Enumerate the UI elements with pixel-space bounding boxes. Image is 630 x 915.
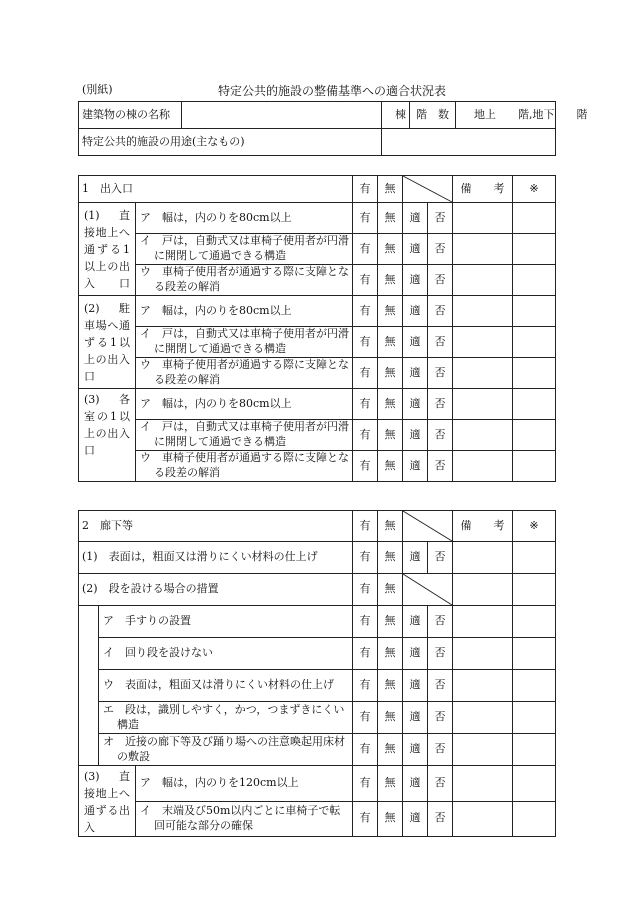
use-label xyxy=(79,129,382,156)
note-cell[interactable] xyxy=(513,327,556,358)
ok-mark[interactable]: 適 xyxy=(403,801,428,837)
no-mark[interactable]: 無 xyxy=(378,358,403,389)
note-cell[interactable] xyxy=(513,702,556,734)
ng-mark[interactable]: 否 xyxy=(428,542,453,574)
note-cell[interactable] xyxy=(513,234,556,265)
step-item-e: エ 段は，識別しやすく，かつ，つまずきにくい構造 xyxy=(99,702,353,734)
header-yes: 有 xyxy=(353,511,378,542)
ng-mark[interactable]: 否 xyxy=(428,420,453,451)
header-remarks: 備 考 xyxy=(453,176,513,203)
no-mark[interactable]: 無 xyxy=(378,606,403,638)
note-cell[interactable] xyxy=(513,542,556,574)
group1-item-i: イ 戸は，自動式又は車椅子使用者が円滑に開閉して通過できる構造 xyxy=(136,234,353,265)
group1-item-u: ウ 車椅子使用者が通過する際に支障となる段差の解消 xyxy=(136,265,353,296)
group2-label: (2) 駐車場へ通ずる1以上の出入口 xyxy=(79,296,136,389)
header-remarks: 備 考 xyxy=(453,511,513,542)
corridor-group3-item-a: ア 幅は，内のりを120cm以上 xyxy=(136,766,353,802)
ng-mark[interactable]: 否 xyxy=(428,358,453,389)
ng-mark[interactable]: 否 xyxy=(428,451,453,482)
step-indent-cell xyxy=(79,606,99,766)
step-item-u: ウ 表面は，粗面又は滑りにくい材料の仕上げ xyxy=(99,670,353,702)
no-mark[interactable]: 無 xyxy=(378,265,403,296)
yes-mark[interactable]: 有 xyxy=(353,574,378,606)
floors-below: 地下 階 xyxy=(532,107,588,121)
step-item-a: ア 手すりの設置 xyxy=(99,606,353,638)
remarks-cell[interactable] xyxy=(453,327,513,358)
ng-mark[interactable]: 否 xyxy=(428,734,453,766)
note-cell[interactable] xyxy=(513,606,556,638)
remarks-cell[interactable] xyxy=(453,766,513,802)
note-cell[interactable] xyxy=(513,265,556,296)
ok-mark[interactable]: 適 xyxy=(403,734,428,766)
no-mark[interactable]: 無 xyxy=(378,420,403,451)
header-note: ※ xyxy=(513,511,556,542)
group3-label: (3) 各室の1以上の出入口 xyxy=(79,389,136,482)
header-note: ※ xyxy=(513,176,556,203)
ok-mark[interactable]: 適 xyxy=(403,702,428,734)
remarks-cell[interactable] xyxy=(453,451,513,482)
no-mark[interactable]: 無 xyxy=(378,296,403,327)
group3-item-i: イ 戸は，自動式又は車椅子使用者が円滑に開閉して通過できる構造 xyxy=(136,420,353,451)
no-mark[interactable]: 無 xyxy=(378,702,403,734)
ng-mark[interactable]: 否 xyxy=(428,234,453,265)
yes-mark[interactable]: 有 xyxy=(353,389,378,420)
note-cell[interactable] xyxy=(513,734,556,766)
no-mark[interactable]: 無 xyxy=(378,734,403,766)
no-mark[interactable]: 無 xyxy=(378,451,403,482)
note-cell[interactable] xyxy=(513,203,556,234)
ng-mark[interactable]: 否 xyxy=(428,265,453,296)
note-cell[interactable] xyxy=(513,451,556,482)
no-mark[interactable]: 無 xyxy=(378,542,403,574)
ok-mark[interactable]: 適 xyxy=(403,638,428,670)
yes-mark[interactable]: 有 xyxy=(353,420,378,451)
step-item-o: オ 近接の廊下等及び踊り場への注意喚起用床材の敷設 xyxy=(99,734,353,766)
ng-mark[interactable]: 否 xyxy=(428,296,453,327)
remarks-cell[interactable] xyxy=(453,420,513,451)
yes-mark[interactable]: 有 xyxy=(353,203,378,234)
remarks-cell[interactable] xyxy=(453,574,513,606)
group3-item-u: ウ 車椅子使用者が通過する際に支障となる段差の解消 xyxy=(136,451,353,482)
remarks-cell[interactable] xyxy=(453,606,513,638)
yes-mark[interactable]: 有 xyxy=(353,358,378,389)
section1-table xyxy=(78,175,556,482)
diagonal-line xyxy=(403,176,452,202)
building-name-label: 建築物の棟の名称 xyxy=(79,102,182,129)
yes-mark[interactable]: 有 xyxy=(353,542,378,574)
ng-mark[interactable]: 否 xyxy=(428,606,453,638)
floors-above: 地上 階, xyxy=(474,107,533,121)
group2-item-i: イ 戸は，自動式又は車椅子使用者が円滑に開閉して通過できる構造 xyxy=(136,327,353,358)
remarks-cell[interactable] xyxy=(453,265,513,296)
diagonal-line xyxy=(403,574,452,605)
no-mark[interactable]: 無 xyxy=(378,389,403,420)
yes-mark[interactable]: 有 xyxy=(353,265,378,296)
remarks-cell[interactable] xyxy=(453,203,513,234)
header-diagonal-cell xyxy=(403,511,453,542)
ng-mark[interactable]: 否 xyxy=(428,638,453,670)
ng-mark[interactable]: 否 xyxy=(428,702,453,734)
ok-mark[interactable]: 適 xyxy=(403,358,428,389)
ok-mark[interactable]: 適 xyxy=(403,420,428,451)
step-item-i: イ 回り段を設けない xyxy=(99,638,353,670)
corridor-group3-item-i: イ 末端及び50m以内ごとに車椅子で転回可能な部分の確保 xyxy=(136,801,353,837)
building-name-field[interactable] xyxy=(182,102,382,129)
ok-mark[interactable]: 適 xyxy=(403,542,428,574)
group1-label: (1) 直接地上へ通ずる1以上の出入口 xyxy=(79,203,136,296)
ok-mark[interactable]: 適 xyxy=(403,389,428,420)
ng-mark[interactable]: 否 xyxy=(428,203,453,234)
building-unit: 棟 xyxy=(382,102,410,129)
remarks-cell[interactable] xyxy=(453,801,513,837)
group2-item-u: ウ 車椅子使用者が通過する際に支障となる段差の解消 xyxy=(136,358,353,389)
yes-mark[interactable]: 有 xyxy=(353,606,378,638)
page-title: 特定公共的施設の整備基準への適合状況表 xyxy=(218,84,447,98)
note-cell[interactable] xyxy=(513,358,556,389)
header-yes: 有 xyxy=(353,176,378,203)
ok-mark[interactable]: 適 xyxy=(403,670,428,702)
remarks-cell[interactable] xyxy=(453,542,513,574)
remarks-cell[interactable] xyxy=(453,638,513,670)
remarks-cell[interactable] xyxy=(453,389,513,420)
no-mark[interactable]: 無 xyxy=(378,670,403,702)
ng-mark[interactable]: 否 xyxy=(428,801,453,837)
attachment-label: (別紙) xyxy=(82,83,113,96)
floors-label: 階 数 xyxy=(410,102,456,129)
remarks-cell[interactable] xyxy=(453,702,513,734)
row2-diagonal-cell xyxy=(403,574,453,606)
ok-mark[interactable]: 適 xyxy=(403,234,428,265)
group1-item-a: ア 幅は，内のりを80cm以上 xyxy=(136,203,353,234)
ng-mark[interactable]: 否 xyxy=(428,670,453,702)
yes-mark[interactable]: 有 xyxy=(353,766,378,802)
ok-mark[interactable]: 適 xyxy=(403,296,428,327)
note-cell[interactable] xyxy=(513,574,556,606)
ok-mark[interactable]: 適 xyxy=(403,327,428,358)
remarks-cell[interactable] xyxy=(453,234,513,265)
diagonal-line xyxy=(403,511,452,541)
yes-mark[interactable]: 有 xyxy=(353,234,378,265)
remarks-cell[interactable] xyxy=(453,734,513,766)
note-cell[interactable] xyxy=(513,801,556,837)
corridor-row2: (2) 段を設ける場合の措置 xyxy=(79,574,353,606)
yes-mark[interactable]: 有 xyxy=(353,734,378,766)
no-mark[interactable]: 無 xyxy=(378,234,403,265)
remarks-cell[interactable] xyxy=(453,670,513,702)
ok-mark[interactable]: 適 xyxy=(403,451,428,482)
ok-mark[interactable]: 適 xyxy=(403,265,428,296)
yes-mark[interactable]: 有 xyxy=(353,801,378,837)
yes-mark[interactable]: 有 xyxy=(353,451,378,482)
remarks-cell[interactable] xyxy=(453,296,513,327)
header-no: 無 xyxy=(378,511,403,542)
section1-title: 1 出入口 xyxy=(79,176,353,203)
group3-item-a: ア 幅は，内のりを80cm以上 xyxy=(136,389,353,420)
yes-mark[interactable]: 有 xyxy=(353,327,378,358)
header-no: 無 xyxy=(378,176,403,203)
no-mark[interactable]: 無 xyxy=(378,801,403,837)
section2-title: 2 廊下等 xyxy=(79,511,353,542)
section2-table xyxy=(78,510,556,837)
no-mark[interactable]: 無 xyxy=(378,327,403,358)
ng-mark[interactable]: 否 xyxy=(428,389,453,420)
building-info-table xyxy=(78,101,588,156)
use-label-text: 特定公共的施設の用途(主なもの) xyxy=(82,134,245,148)
header-diagonal-cell xyxy=(403,176,453,203)
note-cell[interactable] xyxy=(513,638,556,670)
corridor-row1: (1) 表面は，粗面又は滑りにくい材料の仕上げ xyxy=(79,542,353,574)
yes-mark[interactable]: 有 xyxy=(353,296,378,327)
yes-mark[interactable]: 有 xyxy=(353,670,378,702)
no-mark[interactable]: 無 xyxy=(378,574,403,606)
use-field[interactable] xyxy=(382,129,556,156)
ok-mark[interactable]: 適 xyxy=(403,203,428,234)
note-cell[interactable] xyxy=(513,766,556,802)
no-mark[interactable]: 無 xyxy=(378,766,403,802)
no-mark[interactable]: 無 xyxy=(378,203,403,234)
note-cell[interactable] xyxy=(513,389,556,420)
no-mark[interactable]: 無 xyxy=(378,638,403,670)
yes-mark[interactable]: 有 xyxy=(353,638,378,670)
floors-field[interactable] xyxy=(456,102,588,129)
yes-mark[interactable]: 有 xyxy=(353,702,378,734)
remarks-cell[interactable] xyxy=(453,358,513,389)
note-cell[interactable] xyxy=(513,296,556,327)
ok-mark[interactable]: 適 xyxy=(403,766,428,802)
group2-item-a: ア 幅は，内のりを80cm以上 xyxy=(136,296,353,327)
ng-mark[interactable]: 否 xyxy=(428,766,453,802)
corridor-group3-label: (3) 直接地上へ通ずる出入 xyxy=(79,766,136,837)
ok-mark[interactable]: 適 xyxy=(403,606,428,638)
ng-mark[interactable]: 否 xyxy=(428,327,453,358)
note-cell[interactable] xyxy=(513,670,556,702)
note-cell[interactable] xyxy=(513,420,556,451)
